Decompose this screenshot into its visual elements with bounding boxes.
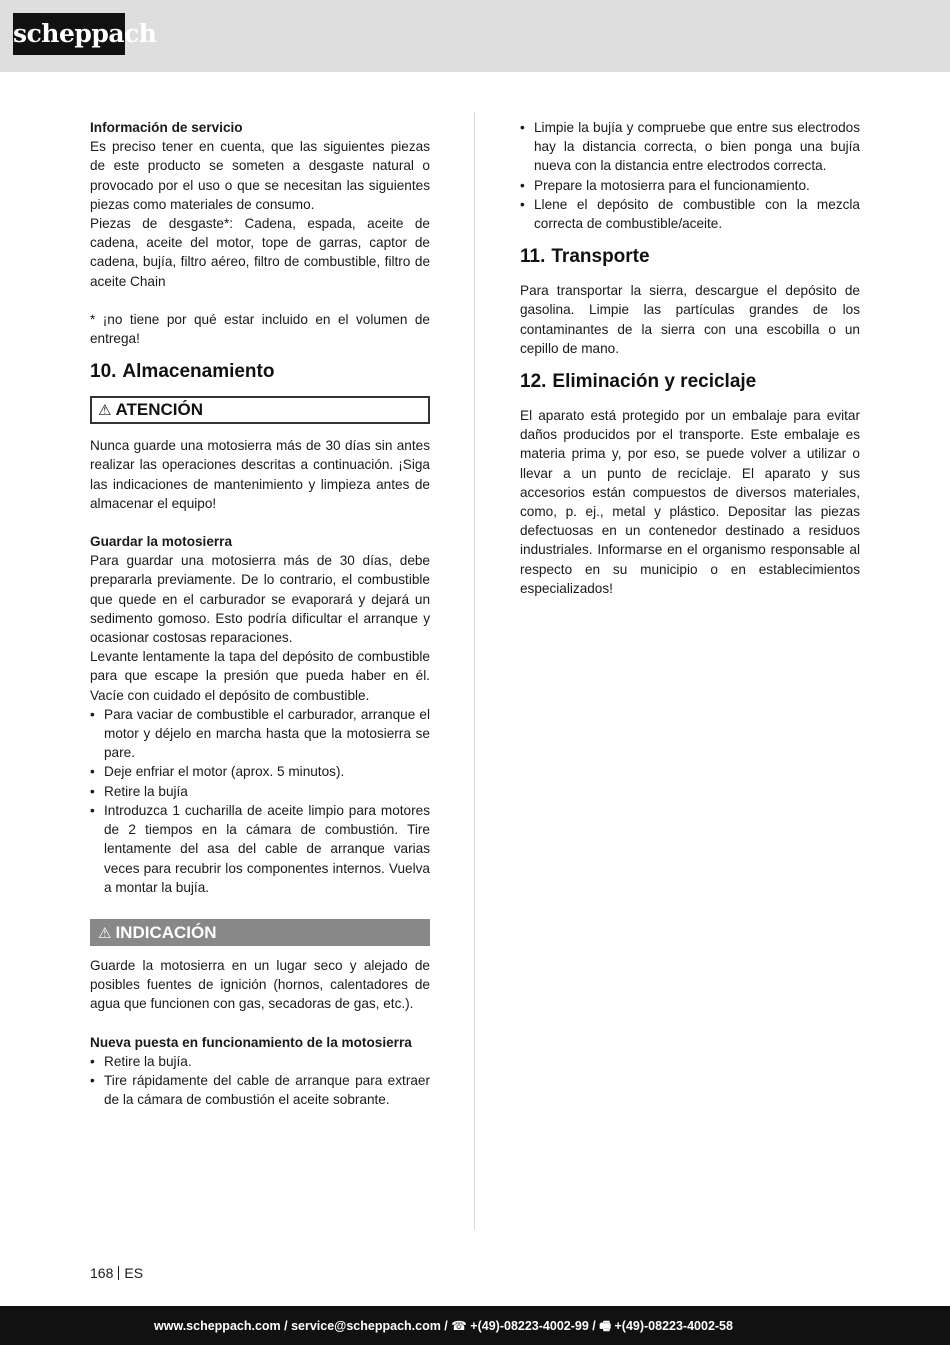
page-number-value: 168 [90, 1265, 114, 1281]
attention-text: Nunca guarde una motosierra más de 30 días sin antes realizar las operaciones descritas a continuación. ¡Siga las indicaciones de mantenimiento y limpieza antes de almacenar el equipo! [90, 438, 430, 511]
store-chainsaw-text-2: Levante lentamente la tapa del depósito de combustible para que escape la presión que pueda haber en él. Vacíe con cuidado el depósito de combustible. [90, 649, 430, 703]
column-divider [474, 112, 475, 1230]
note-label: INDICACIÓN [115, 922, 217, 942]
left-column [90, 118, 430, 1109]
note-text: Guarde la motosierra en un lugar seco y alejado de posibles fuentes de ignición (hornos, calentadores de agua que funcionen con gas, secadoras de gas, etc.). [90, 957, 430, 1012]
list-item: • Retire la bujía [90, 782, 430, 801]
warning-triangle-icon: ⚠ [98, 402, 112, 420]
language-code: ES [124, 1265, 144, 1281]
list-item: • Tire rápidamente del cable de arranque para extraer de la cámara de combustión el aceite sobrante. [90, 1071, 430, 1109]
restart-title: Nueva puesta en funcionamiento de la motosierra [90, 1034, 412, 1050]
page-number [90, 1265, 143, 1281]
right-column [520, 118, 860, 598]
store-chainsaw-text-1: Para guardar una motosierra más de 30 días, debe prepararla previamente. De lo contrario, el combustible que quede en el carburador se evaporará y dejará un sedimento gomoso. Esto podría dificultar el arranque y ocasionar costosas reparaciones. [90, 553, 430, 646]
store-chainsaw-title: Guardar la motosierra [90, 534, 233, 550]
note-box [90, 919, 430, 946]
contact-info: www.scheppach.com / service@scheppach.com / ☎ +(49)-08223-4002-99 / 🖷 +(49)-08223-4002-58 [154, 1319, 733, 1333]
restart-steps-list-continued [520, 118, 860, 233]
transport-text: Para transportar la sierra, descargue el depósito de gasolina. Limpie las partículas grandes de los contaminantes de la sierra con una escobilla o un cepillo de mano. [520, 283, 860, 356]
footnote-text: * ¡no tiene por qué estar incluido en el volumen de entrega! [90, 311, 430, 347]
list-item: • Limpie la bujía y compruebe que entre sus electrodos hay la distancia correcta, o bien ponga una bujía nueva con la distancia entre electrodos correcta. [520, 118, 860, 176]
disposal-text: El aparato está protegido por un embalaje para evitar daños producidos por el transporte. Este embalaje es materia prima y, por eso, se puede volver a utilizar o llevar a un punto de reciclaje. El aparato y sus accesorios están compuestos de diversos materiales, como, p. ej., metal y plástico. Depositar las piezas defectuosas en un contenedor destinado a residuos industriales. Informarse en el organismo responsable al respecto en su municipio o en establecimientos especializados! [520, 408, 860, 596]
scheppach-logo: scheppach [13, 13, 125, 55]
footer-bar [0, 1306, 950, 1345]
section-10-heading: 10. Almacenamiento [90, 361, 275, 383]
service-info-title: Información de servicio [90, 120, 243, 135]
attention-box [90, 396, 430, 424]
service-info-text: Es preciso tener en cuenta, que las siguientes piezas de este producto se someten a desgaste natural o provocado por el uso o que se necesitan las siguientes piezas como materiales de consumo. [90, 139, 430, 212]
store-steps-list [90, 705, 430, 897]
header-bar [0, 0, 950, 72]
list-item: • Prepare la motosierra para el funcionamiento. [520, 176, 860, 195]
list-item: • Retire la bujía. [90, 1052, 430, 1071]
list-item: • Llene el depósito de combustible con la mezcla correcta de combustible/aceite. [520, 195, 860, 233]
list-item: • Para vaciar de combustible el carburador, arranque el motor y déjelo en marcha hasta que la motosierra se pare. [90, 705, 430, 763]
list-item: • Introduzca 1 cucharilla de aceite limpio para motores de 2 tiempos en la cámara de combustión. Tire lentamente del asa del cable de arranque varias veces para recubrir los componentes internos. Vuelva a montar la bujía. [90, 801, 430, 897]
list-item: • Deje enfriar el motor (aprox. 5 minutos). [90, 762, 430, 781]
warning-triangle-icon: ⚠ [98, 924, 112, 942]
restart-steps-list [90, 1052, 430, 1110]
section-12-heading: 12. Eliminación y reciclaje [520, 371, 757, 393]
section-11-heading: 11. Transporte [520, 246, 650, 268]
wear-parts-text: Piezas de desgaste*: Cadena, espada, aceite de cadena, aceite del motor, tope de garras, captor de cadena, bujía, filtro aéreo, filtro de combustible, filtro de aceite Chain [90, 216, 430, 289]
attention-label: ATENCIÓN [115, 400, 203, 420]
